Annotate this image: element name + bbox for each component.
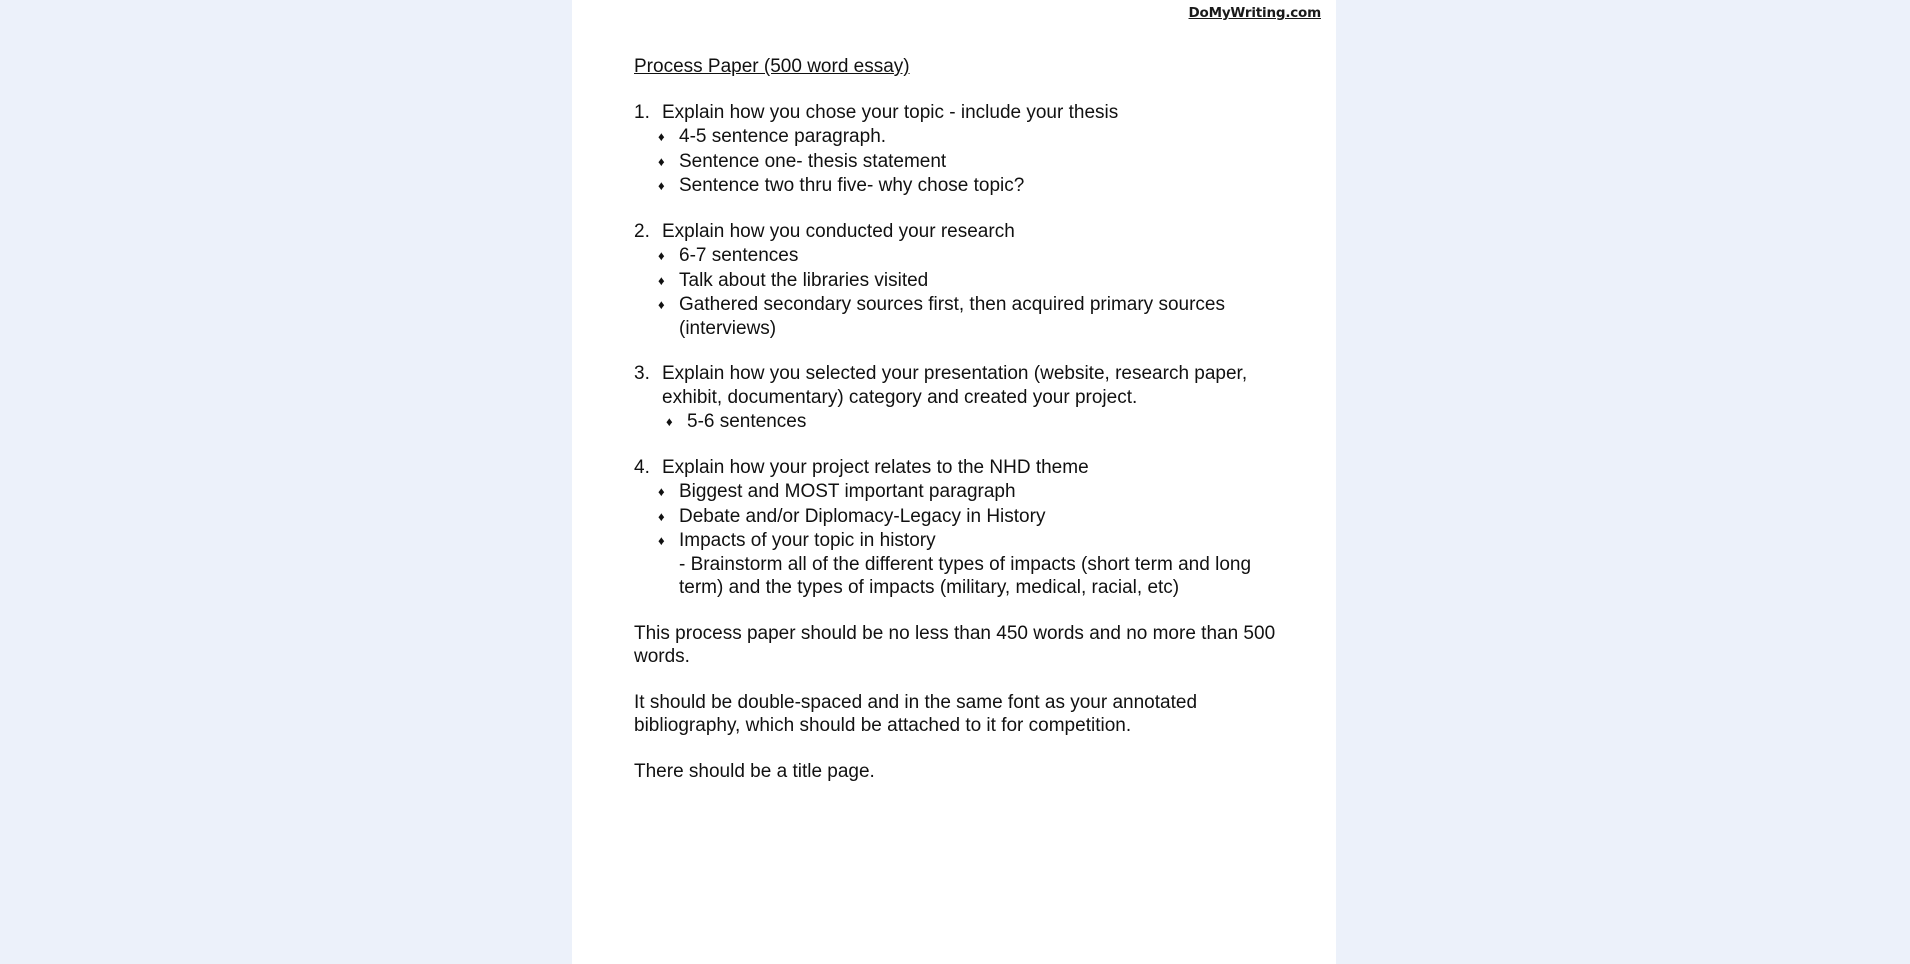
diamond-bullet-icon: ♦ — [666, 414, 673, 429]
bullet-text: 4-5 sentence paragraph. — [679, 126, 887, 147]
list-item — [634, 410, 1294, 434]
impacts-sub-note: - Brainstorm all of the different types of impacts (short term and long term) and the types of impacts (military, medical, racial, etc) — [679, 553, 1252, 598]
diamond-bullet-icon: ♦ — [658, 178, 665, 193]
diamond-bullet-icon: ♦ — [658, 153, 665, 169]
bullet-list — [634, 410, 1294, 434]
question-4 — [634, 456, 1294, 600]
bullet-text: Impacts of your topic in history — [679, 530, 936, 551]
list-item — [634, 244, 1294, 268]
bullet-list — [634, 480, 1294, 553]
formatting-paragraph: It should be double-spaced and in the same font as your annotated bibliography, which should be attached to it for competition. — [634, 691, 1198, 736]
list-item — [634, 150, 1294, 174]
site-link[interactable]: DoMyWriting.com — [1188, 5, 1321, 21]
bullet-text: Biggest and MOST important paragraph — [679, 481, 1016, 502]
question-text: Explain how you selected your presentation (website, research paper, exhibit, documentary) category and created your project. — [662, 363, 1248, 408]
bullet-text: Sentence one- thesis statement — [679, 150, 947, 172]
question-3 — [634, 362, 1294, 434]
question-text: Explain how you chose your topic - include your thesis — [662, 101, 1119, 123]
diamond-bullet-icon: ♦ — [658, 248, 665, 263]
bullet-text: Talk about the libraries visited — [679, 269, 929, 291]
bullet-list — [634, 244, 1294, 340]
list-item — [634, 269, 1294, 293]
list-item — [634, 529, 1294, 553]
question-2 — [634, 220, 1294, 341]
question-number: 4. — [634, 456, 650, 478]
list-item — [634, 293, 1294, 340]
diamond-bullet-icon: ♦ — [658, 484, 665, 499]
bullet-text: Sentence two thru five- why chose topic? — [679, 175, 1025, 196]
document-body — [634, 55, 1294, 805]
question-1 — [634, 101, 1294, 198]
list-item — [634, 480, 1294, 504]
title-page-paragraph: There should be a title page. — [634, 760, 875, 782]
bullet-text: 6-7 sentences — [679, 245, 799, 266]
bullet-list — [634, 125, 1294, 198]
document-page — [572, 0, 1336, 964]
document-title: Process Paper (500 word essay) — [634, 56, 910, 77]
question-number: 1. — [634, 101, 650, 123]
diamond-bullet-icon: ♦ — [658, 297, 665, 312]
question-text: Explain how you conducted your research — [662, 220, 1015, 242]
diamond-bullet-icon: ♦ — [658, 272, 665, 288]
list-item — [634, 174, 1294, 198]
diamond-bullet-icon: ♦ — [658, 533, 665, 548]
bullet-text: 5-6 sentences — [687, 411, 807, 432]
question-text: Explain how your project relates to the NHD theme — [662, 456, 1089, 478]
diamond-bullet-icon: ♦ — [658, 508, 665, 524]
bullet-text: Debate and/or Diplomacy-Legacy in History — [679, 505, 1046, 527]
word-count-paragraph: This process paper should be no less than 450 words and no more than 500 words. — [634, 622, 1276, 667]
question-number: 2. — [634, 220, 650, 242]
list-item — [634, 125, 1294, 149]
diamond-bullet-icon: ♦ — [658, 129, 665, 144]
list-item — [634, 505, 1294, 529]
bullet-text: Gathered secondary sources first, then acquired primary sources (interviews) — [679, 294, 1225, 339]
question-number: 3. — [634, 363, 650, 384]
